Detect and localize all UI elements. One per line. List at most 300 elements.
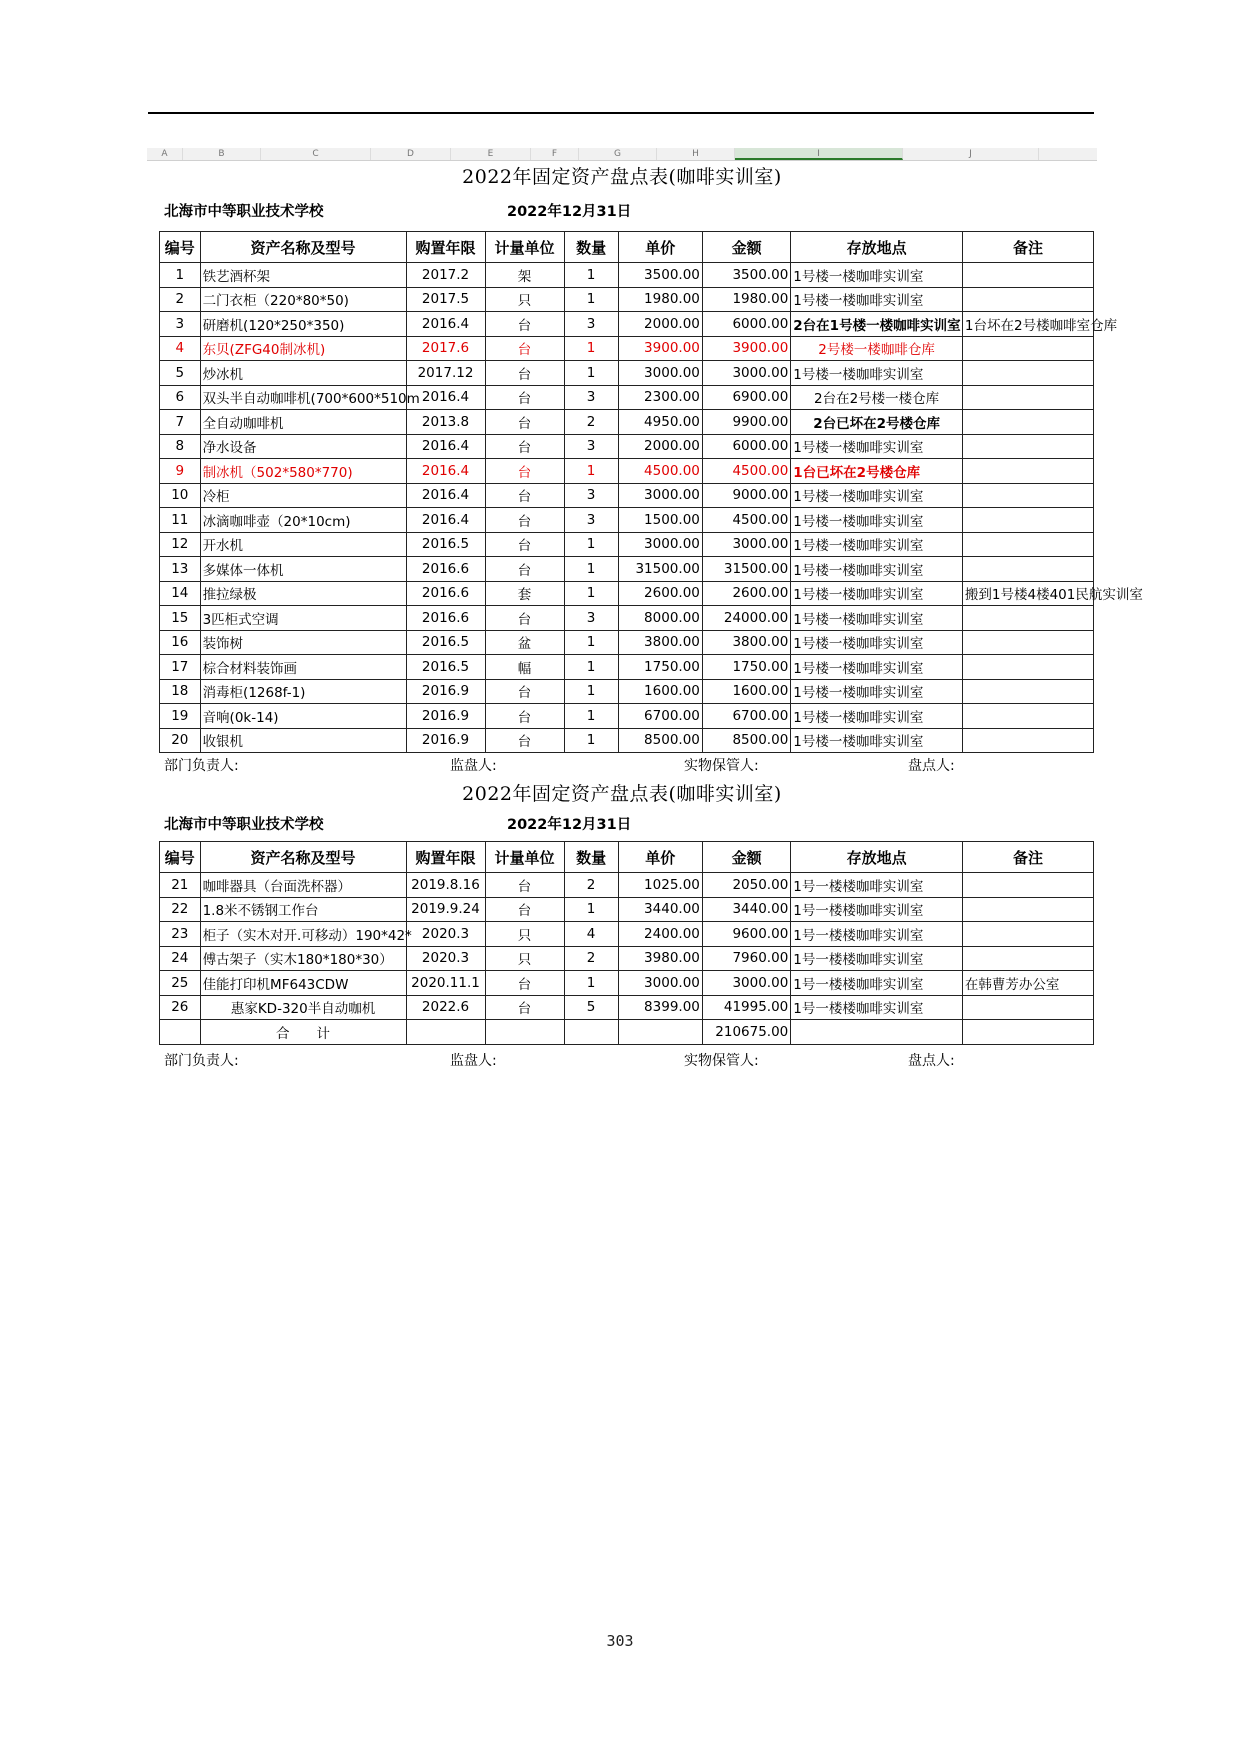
cell-year: 2016.9 xyxy=(406,728,485,753)
cell-name: 消毒柜(1268f-1) xyxy=(200,679,406,704)
cell-note xyxy=(962,508,1093,533)
table-row xyxy=(160,336,1094,361)
sign-keeper-2: 实物保管人: xyxy=(684,1052,759,1069)
cell-qty: 2 xyxy=(564,410,618,435)
cell-qty: 1 xyxy=(564,557,618,582)
table-row xyxy=(160,922,1094,947)
cell-unit: 套 xyxy=(485,581,564,606)
cell-price: 1600.00 xyxy=(618,679,702,704)
cell-unit: 台 xyxy=(485,532,564,557)
cell-location: 2号楼一楼咖啡仓库 xyxy=(791,336,963,361)
header-cell: 存放地点 xyxy=(791,232,963,263)
cell-no: 21 xyxy=(160,873,201,898)
header-cell: 编号 xyxy=(160,232,201,263)
cell-name: 炒冰机 xyxy=(200,361,406,386)
table-row xyxy=(160,995,1094,1020)
cell-year: 2016.4 xyxy=(406,312,485,337)
header-cell: 计量单位 xyxy=(485,232,564,263)
cell-name: 铁艺酒杯架 xyxy=(200,263,406,288)
cell-price: 2300.00 xyxy=(618,385,702,410)
cell-amount: 3900.00 xyxy=(702,336,790,361)
table-row xyxy=(160,287,1094,312)
cell-price: 3000.00 xyxy=(618,532,702,557)
cell-amount: 6000.00 xyxy=(702,434,790,459)
cell-name: 咖啡器具（台面洗杯器） xyxy=(200,873,406,898)
cell-name: 收银机 xyxy=(200,728,406,753)
cell-amount: 41995.00 xyxy=(702,995,790,1020)
cell-location: 1号一楼楼咖啡实训室 xyxy=(791,971,963,996)
cell-unit: 台 xyxy=(485,385,564,410)
sign-supervisor-2: 监盘人: xyxy=(450,1052,497,1069)
cell-location: 1号一楼楼咖啡实训室 xyxy=(791,873,963,898)
cell-price: 2000.00 xyxy=(618,312,702,337)
cell-unit: 台 xyxy=(485,361,564,386)
column-header-c[interactable]: C xyxy=(261,148,371,160)
cell-amount: 2050.00 xyxy=(702,873,790,898)
cell-amount: 2600.00 xyxy=(702,581,790,606)
cell-year: 2019.8.16 xyxy=(406,873,485,898)
cell-qty: 1 xyxy=(564,581,618,606)
cell-price: 3500.00 xyxy=(618,263,702,288)
header-cell: 单价 xyxy=(618,232,702,263)
cell-note xyxy=(962,728,1093,753)
cell-year: 2016.5 xyxy=(406,532,485,557)
column-header-h[interactable]: H xyxy=(657,148,735,160)
cell-year: 2016.4 xyxy=(406,434,485,459)
table-row xyxy=(160,410,1094,435)
cell-amount: 4500.00 xyxy=(702,508,790,533)
cell-year: 2016.5 xyxy=(406,630,485,655)
cell-no: 24 xyxy=(160,946,201,971)
cell-qty: 1 xyxy=(564,971,618,996)
cell-year: 2019.9.24 xyxy=(406,897,485,922)
empty-cell xyxy=(406,1020,485,1045)
cell-name: 装饰树 xyxy=(200,630,406,655)
cell-no: 15 xyxy=(160,606,201,631)
cell-note: 在韩曹芳办公室 xyxy=(962,971,1093,996)
cell-note xyxy=(962,704,1093,729)
empty-cell xyxy=(962,1020,1093,1045)
cell-amount: 31500.00 xyxy=(702,557,790,582)
sign-keeper: 实物保管人: xyxy=(684,758,759,774)
cell-note xyxy=(962,287,1093,312)
cell-name: 柜子（实木对开.可移动）190*42* xyxy=(200,922,406,947)
table-row xyxy=(160,581,1094,606)
cell-name: 傅古架子（实木180*180*30） xyxy=(200,946,406,971)
table-row xyxy=(160,679,1094,704)
table-row xyxy=(160,655,1094,680)
cell-location: 1号楼一楼咖啡实训室 xyxy=(791,263,963,288)
cell-year: 2017.6 xyxy=(406,336,485,361)
cell-no: 3 xyxy=(160,312,201,337)
cell-qty: 4 xyxy=(564,922,618,947)
cell-note xyxy=(962,434,1093,459)
table-row xyxy=(160,385,1094,410)
cell-no: 14 xyxy=(160,581,201,606)
table-row xyxy=(160,946,1094,971)
cell-location: 1号一楼楼咖啡实训室 xyxy=(791,995,963,1020)
cell-location: 2台在1号楼一楼咖啡实训室 xyxy=(791,312,963,337)
cell-qty: 3 xyxy=(564,508,618,533)
cell-unit: 台 xyxy=(485,679,564,704)
cell-price: 3900.00 xyxy=(618,336,702,361)
cell-qty: 1 xyxy=(564,655,618,680)
header-cell: 备注 xyxy=(962,842,1093,873)
cell-price: 3000.00 xyxy=(618,361,702,386)
cell-no: 2 xyxy=(160,287,201,312)
cell-unit: 只 xyxy=(485,287,564,312)
cell-unit: 只 xyxy=(485,922,564,947)
sign-dept-2: 部门负责人: xyxy=(164,1052,239,1069)
table-row xyxy=(160,312,1094,337)
table-row xyxy=(160,728,1094,753)
cell-amount: 9600.00 xyxy=(702,922,790,947)
cell-no: 9 xyxy=(160,459,201,484)
cell-note xyxy=(962,873,1093,898)
cell-qty: 3 xyxy=(564,606,618,631)
cell-unit: 台 xyxy=(485,606,564,631)
cell-no: 6 xyxy=(160,385,201,410)
cell-price: 1500.00 xyxy=(618,508,702,533)
page-number: 303 xyxy=(606,1632,634,1650)
cell-no: 1 xyxy=(160,263,201,288)
cell-location: 1台已坏在2号楼仓库 xyxy=(791,459,963,484)
cell-unit: 幅 xyxy=(485,655,564,680)
cell-qty: 3 xyxy=(564,385,618,410)
column-header-d[interactable]: D xyxy=(371,148,451,160)
cell-name: 惠家KD-320半自动咖机 xyxy=(200,995,406,1020)
cell-amount: 4500.00 xyxy=(702,459,790,484)
cell-price: 2400.00 xyxy=(618,922,702,947)
cell-amount: 8500.00 xyxy=(702,728,790,753)
asset-table-2 xyxy=(159,841,1094,1045)
cell-amount: 6900.00 xyxy=(702,385,790,410)
table1-title: 2022年固定资产盘点表(咖啡实训室) xyxy=(462,166,782,188)
cell-no: 10 xyxy=(160,483,201,508)
column-header-bar xyxy=(147,148,1097,161)
cell-no: 8 xyxy=(160,434,201,459)
cell-year: 2016.5 xyxy=(406,655,485,680)
cell-year: 2020.11.1 xyxy=(406,971,485,996)
cell-location: 1号楼一楼咖啡实训室 xyxy=(791,361,963,386)
cell-no: 20 xyxy=(160,728,201,753)
cell-qty: 3 xyxy=(564,483,618,508)
cell-amount: 1600.00 xyxy=(702,679,790,704)
empty-cell xyxy=(485,1020,564,1045)
cell-amount: 3000.00 xyxy=(702,532,790,557)
cell-note xyxy=(962,361,1093,386)
cell-qty: 1 xyxy=(564,263,618,288)
cell-price: 1750.00 xyxy=(618,655,702,680)
table1-header-row xyxy=(160,232,1094,263)
header-cell: 数量 xyxy=(564,842,618,873)
table-row xyxy=(160,971,1094,996)
cell-year: 2016.4 xyxy=(406,385,485,410)
table2-school: 北海市中等职业技术学校 xyxy=(164,817,324,833)
cell-location: 1号楼一楼咖啡实训室 xyxy=(791,557,963,582)
sign-counter: 盘点人: xyxy=(908,758,955,774)
cell-name: 音响(0k-14) xyxy=(200,704,406,729)
table2-title: 2022年固定资产盘点表(咖啡实训室) xyxy=(462,783,782,805)
cell-note xyxy=(962,922,1093,947)
column-header-g[interactable]: G xyxy=(579,148,657,160)
header-cell: 购置年限 xyxy=(406,232,485,263)
cell-no: 17 xyxy=(160,655,201,680)
cell-note xyxy=(962,679,1093,704)
cell-price: 8500.00 xyxy=(618,728,702,753)
cell-unit: 台 xyxy=(485,557,564,582)
cell-price: 8399.00 xyxy=(618,995,702,1020)
cell-note xyxy=(962,630,1093,655)
table-row xyxy=(160,704,1094,729)
cell-name: 制冰机（502*580*770) xyxy=(200,459,406,484)
table2-header-row xyxy=(160,842,1094,873)
cell-location: 1号楼一楼咖啡实训室 xyxy=(791,630,963,655)
cell-location: 1号楼一楼咖啡实训室 xyxy=(791,728,963,753)
table2-date: 2022年12月31日 xyxy=(507,817,632,833)
cell-amount: 6000.00 xyxy=(702,312,790,337)
cell-name: 双头半自动咖啡机(700*600*510m xyxy=(200,385,406,410)
cell-price: 8000.00 xyxy=(618,606,702,631)
cell-location: 1号楼一楼咖啡实训室 xyxy=(791,581,963,606)
cell-name: 东贝(ZFG40制冰机) xyxy=(200,336,406,361)
cell-price: 3000.00 xyxy=(618,483,702,508)
table1-subtitle-row xyxy=(147,193,1097,231)
column-header-i[interactable]: I xyxy=(735,148,903,160)
cell-year: 2016.4 xyxy=(406,508,485,533)
cell-qty: 1 xyxy=(564,459,618,484)
cell-location: 1号一楼楼咖啡实训室 xyxy=(791,946,963,971)
cell-price: 1025.00 xyxy=(618,873,702,898)
cell-unit: 盆 xyxy=(485,630,564,655)
cell-name: 佳能打印机MF643CDW xyxy=(200,971,406,996)
cell-no: 4 xyxy=(160,336,201,361)
cell-price: 1980.00 xyxy=(618,287,702,312)
cell-price: 4500.00 xyxy=(618,459,702,484)
cell-note: 搬到1号楼4楼401民航实训室 xyxy=(962,581,1093,606)
header-cell: 编号 xyxy=(160,842,201,873)
cell-name: 二门衣柜（220*80*50) xyxy=(200,287,406,312)
cell-price: 3000.00 xyxy=(618,971,702,996)
cell-year: 2013.8 xyxy=(406,410,485,435)
cell-location: 1号楼一楼咖啡实训室 xyxy=(791,483,963,508)
column-header-a[interactable]: A xyxy=(147,148,183,160)
cell-location: 1号楼一楼咖啡实训室 xyxy=(791,508,963,533)
cell-no: 16 xyxy=(160,630,201,655)
cell-year: 2020.3 xyxy=(406,922,485,947)
cell-qty: 1 xyxy=(564,361,618,386)
cell-year: 2016.9 xyxy=(406,704,485,729)
cell-no: 13 xyxy=(160,557,201,582)
cell-note xyxy=(962,897,1093,922)
cell-name: 1.8米不锈钢工作台 xyxy=(200,897,406,922)
cell-name: 推拉绿极 xyxy=(200,581,406,606)
header-rule xyxy=(148,112,1094,114)
cell-name: 开水机 xyxy=(200,532,406,557)
table-row xyxy=(160,897,1094,922)
cell-price: 2000.00 xyxy=(618,434,702,459)
cell-name: 净水设备 xyxy=(200,434,406,459)
cell-name: 冰滴咖啡壶（20*10cm) xyxy=(200,508,406,533)
cell-year: 2016.4 xyxy=(406,483,485,508)
cell-note xyxy=(962,385,1093,410)
header-cell: 备注 xyxy=(962,232,1093,263)
cell-name: 多媒体一体机 xyxy=(200,557,406,582)
cell-amount: 1980.00 xyxy=(702,287,790,312)
cell-unit: 台 xyxy=(485,873,564,898)
cell-no: 23 xyxy=(160,922,201,947)
cell-qty: 1 xyxy=(564,897,618,922)
cell-unit: 台 xyxy=(485,995,564,1020)
cell-no: 7 xyxy=(160,410,201,435)
cell-name: 棕合材料装饰画 xyxy=(200,655,406,680)
cell-unit: 台 xyxy=(485,704,564,729)
header-cell: 金额 xyxy=(702,842,790,873)
cell-qty: 1 xyxy=(564,532,618,557)
cell-unit: 台 xyxy=(485,508,564,533)
cell-qty: 1 xyxy=(564,287,618,312)
cell-year: 2017.2 xyxy=(406,263,485,288)
cell-price: 3980.00 xyxy=(618,946,702,971)
table-row xyxy=(160,606,1094,631)
asset-table-1 xyxy=(159,231,1143,753)
cell-qty: 3 xyxy=(564,312,618,337)
cell-location: 1号楼一楼咖啡实训室 xyxy=(791,287,963,312)
empty-cell xyxy=(618,1020,702,1045)
cell-year: 2022.6 xyxy=(406,995,485,1020)
cell-location: 1号楼一楼咖啡实训室 xyxy=(791,532,963,557)
cell-qty: 1 xyxy=(564,630,618,655)
cell-location: 1号楼一楼咖啡实训室 xyxy=(791,704,963,729)
cell-unit: 只 xyxy=(485,946,564,971)
cell-no: 11 xyxy=(160,508,201,533)
header-cell: 单价 xyxy=(618,842,702,873)
cell-location: 1号楼一楼咖啡实训室 xyxy=(791,606,963,631)
cell-note xyxy=(962,459,1093,484)
header-cell: 资产名称及型号 xyxy=(200,232,406,263)
cell-location: 2台在2号楼一楼仓库 xyxy=(791,385,963,410)
cell-amount: 24000.00 xyxy=(702,606,790,631)
cell-no: 12 xyxy=(160,532,201,557)
cell-year: 2016.6 xyxy=(406,557,485,582)
cell-note xyxy=(962,995,1093,1020)
cell-qty: 1 xyxy=(564,679,618,704)
total-row xyxy=(160,1020,1094,1045)
cell-price: 31500.00 xyxy=(618,557,702,582)
table2-subtitle-row xyxy=(147,809,1097,841)
empty-cell xyxy=(791,1020,963,1045)
cell-note xyxy=(962,946,1093,971)
cell-location: 1号楼一楼咖啡实训室 xyxy=(791,679,963,704)
cell-location: 2台已坏在2号楼仓库 xyxy=(791,410,963,435)
column-header-f[interactable]: F xyxy=(531,148,579,160)
cell-no: 19 xyxy=(160,704,201,729)
cell-amount: 9900.00 xyxy=(702,410,790,435)
table1-signature-row xyxy=(147,753,1097,779)
header-cell: 购置年限 xyxy=(406,842,485,873)
cell-unit: 台 xyxy=(485,483,564,508)
total-label: 合 计 xyxy=(200,1020,406,1045)
cell-year: 2017.12 xyxy=(406,361,485,386)
header-cell: 金额 xyxy=(702,232,790,263)
cell-unit: 台 xyxy=(485,971,564,996)
table-row xyxy=(160,630,1094,655)
cell-amount: 9000.00 xyxy=(702,483,790,508)
cell-unit: 台 xyxy=(485,897,564,922)
header-cell: 数量 xyxy=(564,232,618,263)
cell-no: 18 xyxy=(160,679,201,704)
table-row xyxy=(160,532,1094,557)
cell-note xyxy=(962,336,1093,361)
sign-counter-2: 盘点人: xyxy=(908,1052,955,1069)
table-row xyxy=(160,873,1094,898)
cell-unit: 台 xyxy=(485,410,564,435)
cell-name: 研磨机(120*250*350) xyxy=(200,312,406,337)
table-row xyxy=(160,434,1094,459)
cell-note xyxy=(962,483,1093,508)
cell-year: 2016.4 xyxy=(406,459,485,484)
empty-cell xyxy=(564,1020,618,1045)
cell-name: 3匹柜式空调 xyxy=(200,606,406,631)
cell-note xyxy=(962,606,1093,631)
cell-unit: 台 xyxy=(485,336,564,361)
cell-amount: 6700.00 xyxy=(702,704,790,729)
cell-location: 1号楼一楼咖啡实训室 xyxy=(791,655,963,680)
column-header-j[interactable]: J xyxy=(903,148,1039,160)
cell-amount: 3440.00 xyxy=(702,897,790,922)
table-row xyxy=(160,459,1094,484)
cell-qty: 5 xyxy=(564,995,618,1020)
cell-price: 6700.00 xyxy=(618,704,702,729)
cell-qty: 2 xyxy=(564,946,618,971)
cell-price: 2600.00 xyxy=(618,581,702,606)
empty-cell xyxy=(160,1020,201,1045)
table1-school: 北海市中等职业技术学校 xyxy=(164,204,324,220)
header-cell: 计量单位 xyxy=(485,842,564,873)
cell-note xyxy=(962,410,1093,435)
cell-note xyxy=(962,532,1093,557)
cell-no: 5 xyxy=(160,361,201,386)
cell-name: 全自动咖啡机 xyxy=(200,410,406,435)
cell-price: 3800.00 xyxy=(618,630,702,655)
cell-amount: 3000.00 xyxy=(702,971,790,996)
cell-qty: 1 xyxy=(564,336,618,361)
header-cell: 存放地点 xyxy=(791,842,963,873)
cell-location: 1号一楼楼咖啡实训室 xyxy=(791,922,963,947)
cell-year: 2016.6 xyxy=(406,581,485,606)
cell-unit: 架 xyxy=(485,263,564,288)
cell-unit: 台 xyxy=(485,312,564,337)
table-row xyxy=(160,557,1094,582)
cell-no: 25 xyxy=(160,971,201,996)
column-header-b[interactable]: B xyxy=(183,148,261,160)
column-header-e[interactable]: E xyxy=(451,148,531,160)
cell-unit: 台 xyxy=(485,459,564,484)
table2-signature-row xyxy=(147,1045,1097,1077)
cell-note xyxy=(962,263,1093,288)
table-row xyxy=(160,483,1094,508)
cell-price: 4950.00 xyxy=(618,410,702,435)
cell-year: 2016.9 xyxy=(406,679,485,704)
total-amount: 210675.00 xyxy=(702,1020,790,1045)
cell-qty: 3 xyxy=(564,434,618,459)
cell-unit: 台 xyxy=(485,728,564,753)
cell-year: 2016.6 xyxy=(406,606,485,631)
table-row xyxy=(160,361,1094,386)
cell-name: 冷柜 xyxy=(200,483,406,508)
cell-location: 1号楼一楼咖啡实训室 xyxy=(791,434,963,459)
table-row xyxy=(160,263,1094,288)
